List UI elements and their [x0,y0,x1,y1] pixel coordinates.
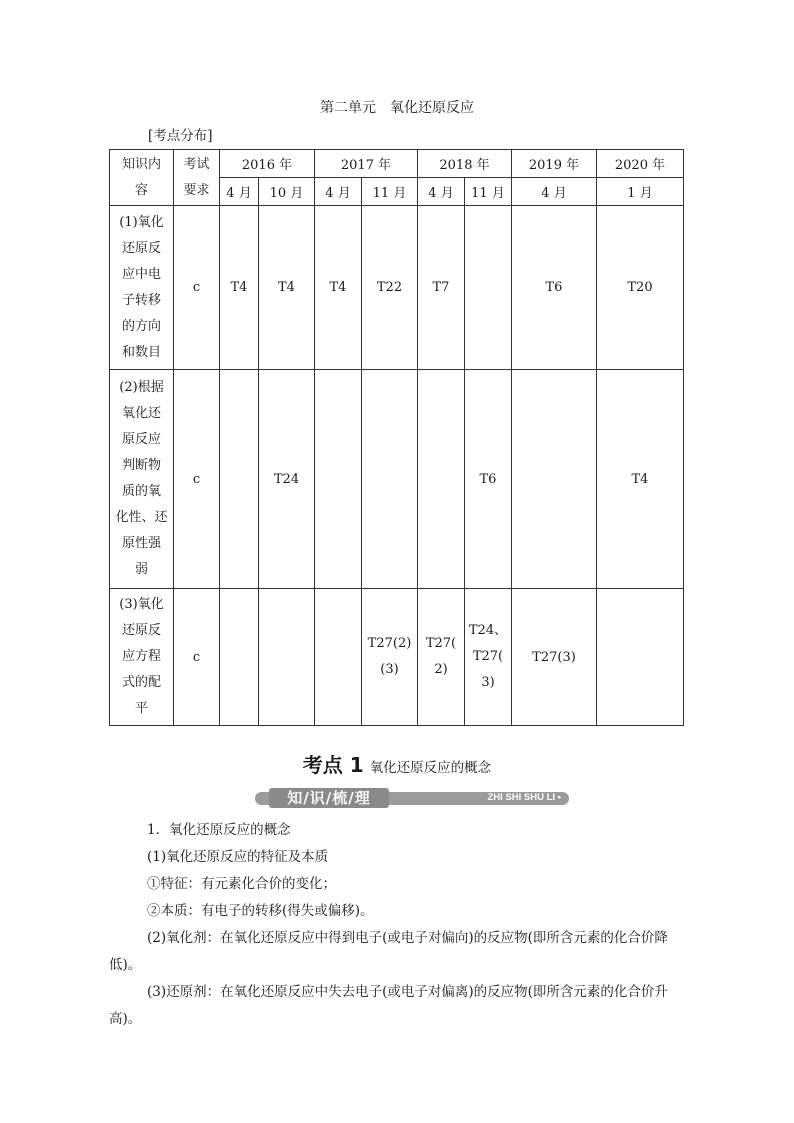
table-row [110,206,684,370]
topic-line: 平 [134,701,148,716]
exam-cell: T6 [512,206,597,370]
exam-cell: T4 [597,370,684,589]
header-req-line: 要求 [183,182,210,198]
topic-line: 应方程 [121,649,161,664]
paragraph: (2)氧化剂：在氧化还原反应中得到电子(或电子对偏向)的反应物(即所含元素的化合价降低)。 [109,930,668,973]
month-cell: 4 月 [315,178,362,206]
exam-line: (3) [380,662,399,677]
kaodian-number: 考点 1 [302,753,364,777]
exam-cell [465,589,512,726]
topic-cell [110,370,174,589]
month-cell: 4 月 [220,178,259,206]
year-2016: 2016 年 [220,150,315,178]
exam-cell: T4 [220,206,259,370]
exam-cell [465,206,512,370]
exam-cell [418,370,465,589]
topic-line: (1)氧化 [119,214,164,230]
exam-cell: T22 [362,206,418,370]
table-row [110,589,684,726]
kaodian-heading [0,749,794,778]
exam-cell [259,589,315,726]
exam-cell [362,589,418,726]
exam-cell: T4 [259,206,315,370]
topic-line: 和数目 [121,344,161,360]
header-requirement [174,150,220,206]
exam-line: T27(2) [367,636,412,651]
year-2018: 2018 年 [418,150,512,178]
month-cell: 4 月 [418,178,465,206]
exam-cell: T24 [259,370,315,589]
paragraph: ②本质：有电子的转移(得失或偏移)。 [147,903,374,919]
topic-line: 的方向 [121,318,161,334]
exam-cell [220,589,259,726]
exam-line: T27( [425,636,457,651]
topic-line: 原性强 [121,536,161,551]
topic-cell [110,589,174,726]
page-title: 第二单元 氧化还原反应 [320,100,474,116]
year-2019: 2019 年 [512,150,597,178]
requirement-cell: c [174,370,220,589]
topic-line: 还原反 [121,240,161,256]
header-topic [110,150,174,206]
topic-line: 应中电 [121,266,161,282]
exam-cell [418,589,465,726]
banner-romanization: ZHI SHI SHU LI • [487,792,561,803]
requirement-cell: c [174,589,220,726]
topic-line: (3)氧化 [119,597,164,612]
exam-line: 3) [481,675,495,690]
exam-cell: T6 [465,370,512,589]
month-cell: 11 月 [465,178,512,206]
exam-cell: T20 [597,206,684,370]
requirement-cell: c [174,206,220,370]
section-banner [255,788,569,808]
exam-cell [315,370,362,589]
month-cell: 10 月 [259,178,315,206]
topic-cell [110,206,174,370]
topic-line: 判断物 [121,458,161,473]
topic-line: 化性、还 [115,510,168,525]
topic-line: 子转移 [121,292,161,308]
table-row [110,370,684,589]
header-req-line: 考试 [183,156,210,172]
month-cell: 4 月 [512,178,597,206]
year-2020: 2020 年 [597,150,684,178]
paragraph: (3)还原剂：在氧化还原反应中失去电子(或电子对偏离)的反应物(即所含元素的化合价升高)。 [109,984,668,1027]
exam-cell: T7 [418,206,465,370]
topic-line: 原反应 [121,432,161,447]
exam-distribution-table [109,149,684,726]
content-body [109,817,689,1033]
topic-line: 氧化还 [121,406,161,421]
month-cell: 1 月 [597,178,684,206]
topic-line: 质的氧 [121,484,161,499]
year-2017: 2017 年 [315,150,418,178]
topic-line: (2)根据 [119,380,164,395]
month-cell: 11 月 [362,178,418,206]
exam-cell [315,589,362,726]
topic-line: 式的配 [121,675,161,690]
exam-cell [512,370,597,589]
exam-line: T27( [472,649,504,664]
section-label: [考点分布] [148,128,213,144]
banner-tag: 知/识/梳/理 [269,788,389,808]
exam-line: 2) [434,662,448,677]
kaodian-title: 氧化还原反应的概念 [369,760,492,776]
paragraph: (1)氧化还原反应的特征及本质 [147,849,329,865]
exam-cell: T27(3) [512,589,597,726]
header-topic-line: 知识内 [121,156,161,172]
topic-line: 还原反 [121,623,161,638]
exam-cell [362,370,418,589]
exam-line: T24、 [468,623,508,638]
paragraph: ①特征：有元素化合价的变化； [147,876,336,892]
topic-line: 弱 [134,562,148,577]
header-topic-line: 容 [134,182,148,198]
exam-cell: T4 [315,206,362,370]
exam-cell [220,370,259,589]
exam-cell [597,589,684,726]
paragraph: 1．氧化还原反应的概念 [147,822,291,838]
